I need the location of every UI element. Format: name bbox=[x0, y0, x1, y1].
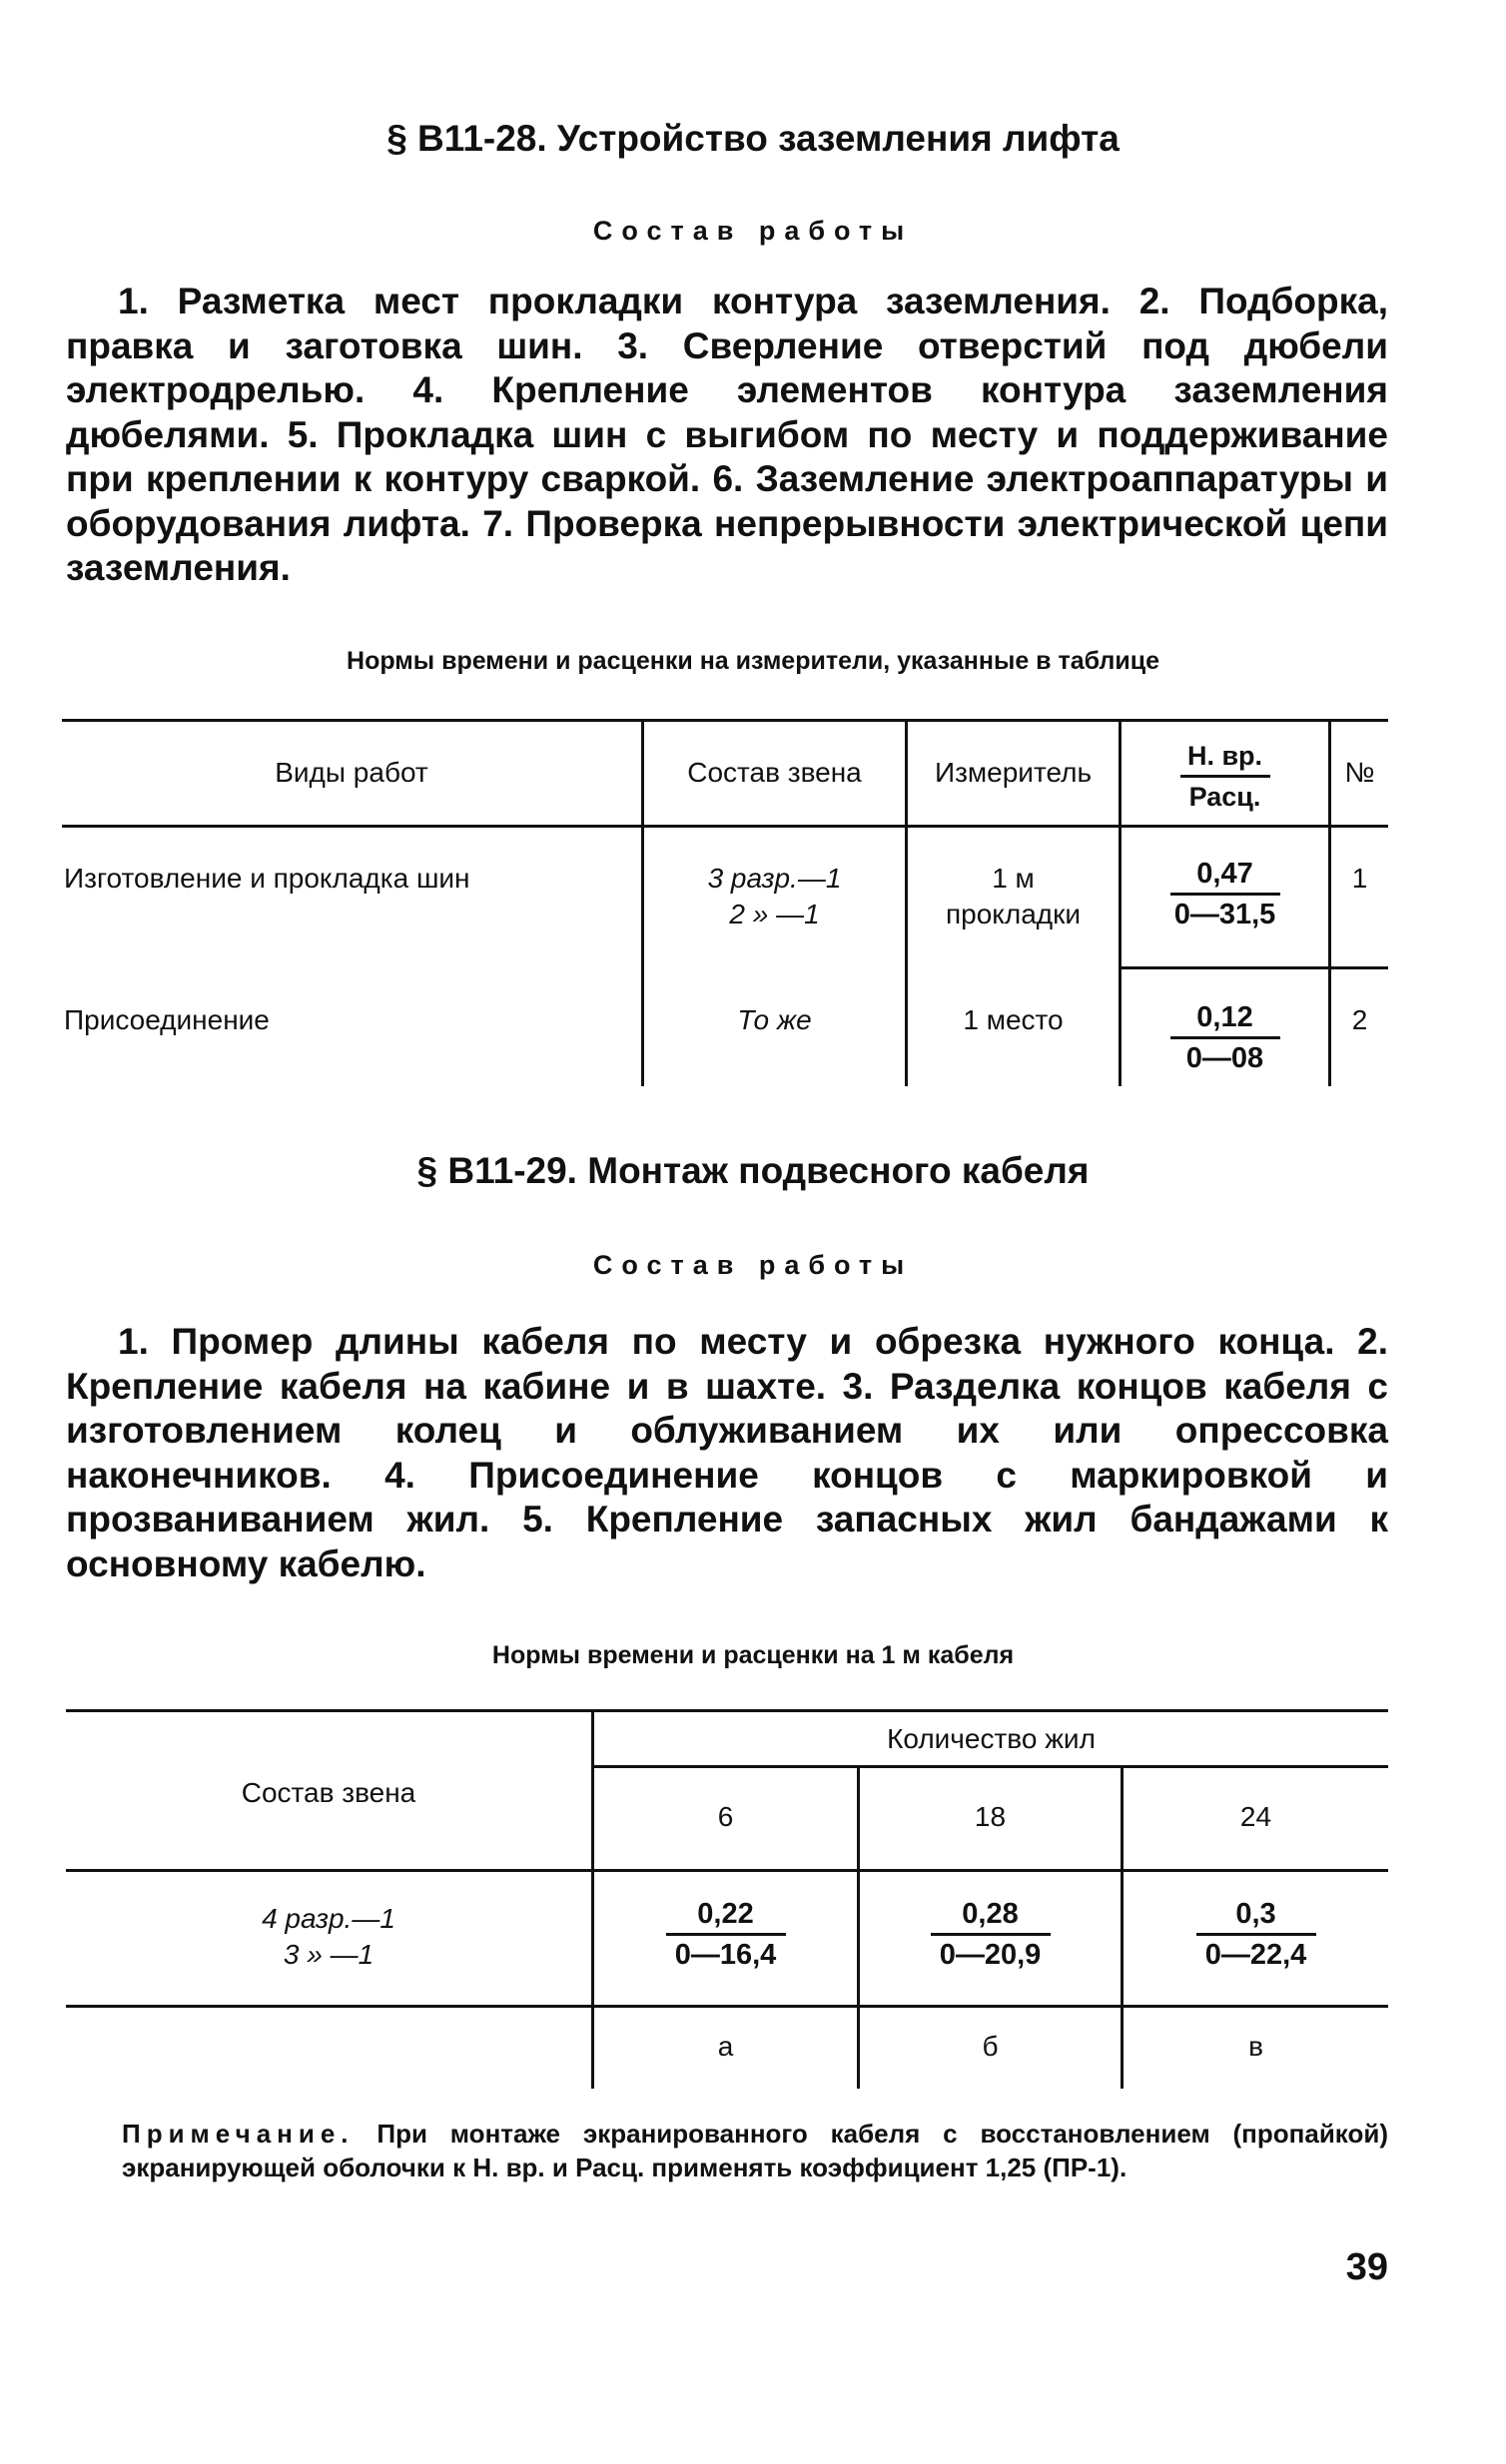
value-6 bbox=[594, 1895, 857, 1974]
price: 0—31,5 bbox=[1173, 899, 1276, 930]
header-norm bbox=[1122, 737, 1328, 816]
header-crew: Состав звена bbox=[241, 1777, 416, 1808]
table-border bbox=[66, 1709, 1388, 1712]
column-6: 6 bbox=[717, 1801, 734, 1832]
column-letter: в bbox=[1248, 2031, 1263, 2062]
row-crew: 3 разр.—1 bbox=[707, 863, 842, 894]
row-crew: 3 » —1 bbox=[283, 1939, 375, 1970]
table-border bbox=[62, 719, 1388, 722]
section-title: § В11-29. Монтаж подвесного кабеля bbox=[416, 1150, 1090, 1191]
row-unit: 1 м bbox=[992, 863, 1035, 894]
header-price: Расц. bbox=[1188, 782, 1261, 812]
norm-time: 0,22 bbox=[697, 1898, 754, 1930]
row-crew: То же bbox=[737, 1004, 812, 1035]
note-label: Примечание. bbox=[122, 2119, 355, 2149]
header-work-type: Виды работ bbox=[275, 757, 428, 788]
work-description: 1. Промер длины кабеля по месту и обрезка нужного конца. 2. Крепление кабеля на кабине и в шахте. 3. Разделка концов кабеля с изготовлением колец и облуживанием их или опрессовка наконечников. 4. Присоединение концов с маркировкой и прозваниванием жил. 5. Крепление запасных жил бандажами к основному кабелю. bbox=[66, 1321, 1388, 1584]
section-title: § В11-28. Устройство заземления лифта bbox=[386, 118, 1120, 159]
row-norm-price bbox=[1122, 998, 1328, 1077]
norm-time: 0,3 bbox=[1235, 1898, 1276, 1930]
header-wire-count: Количество жил bbox=[887, 1723, 1096, 1754]
price: 0—16,4 bbox=[674, 1939, 777, 1971]
section-subtitle: Состав работы bbox=[592, 216, 914, 246]
page-number: 39 bbox=[1345, 2246, 1388, 2288]
column-18: 18 bbox=[974, 1801, 1007, 1832]
row-unit: прокладки bbox=[945, 899, 1081, 929]
price: 0—22,4 bbox=[1204, 1939, 1307, 1971]
column-24: 24 bbox=[1239, 1801, 1272, 1832]
work-description: 1. Разметка мест прокладки контура заземления. 2. Подборка, правка и заготовка шин. 3. Сверление отверстий под дюбели электродрелью. 4. Крепление элементов контура заземления дюбелями. 5. Прокладка шин с выгибом по месту и поддерживание при креплении к контуру сваркой. 6. Заземление электроаппаратуры и оборудования лифта. 7. Проверка непрерывности электрической цепи заземления. bbox=[66, 281, 1388, 588]
row-work-type: Изготовление и прокладка шин bbox=[64, 863, 470, 894]
column-letter: а bbox=[717, 2031, 734, 2062]
norm-time: 0,28 bbox=[962, 1898, 1019, 1930]
price: 0—20,9 bbox=[939, 1939, 1042, 1971]
table-caption: Нормы времени и расценки на измерители, указанные в таблице bbox=[347, 647, 1159, 675]
table-divider bbox=[66, 2005, 1388, 2008]
header-norm-time: Н. вр. bbox=[1186, 741, 1263, 771]
header-number: № bbox=[1344, 757, 1375, 788]
row-crew: 4 разр.—1 bbox=[262, 1903, 395, 1934]
norm-time: 0,47 bbox=[1196, 858, 1253, 890]
row-number: 2 bbox=[1351, 1004, 1368, 1035]
table-divider bbox=[62, 825, 1388, 828]
row-number: 1 bbox=[1351, 863, 1368, 894]
value-18 bbox=[860, 1895, 1121, 1974]
row-norm-price bbox=[1122, 855, 1328, 933]
header-crew: Состав звена bbox=[687, 757, 862, 788]
column-letter: б bbox=[982, 2031, 999, 2062]
section-subtitle: Состав работы bbox=[592, 1250, 914, 1280]
note-text: При монтаже экранированного кабеля с восстановлением (пропайкой) экранирующей оболочки к Н. вр. и Расц. применять коэффициент 1,25 (ПР-1). bbox=[122, 2119, 1388, 2182]
table-divider bbox=[1119, 966, 1388, 969]
table-note bbox=[122, 2117, 1388, 2184]
table-divider bbox=[591, 1765, 1388, 1768]
price: 0—08 bbox=[1185, 1042, 1264, 1074]
norm-time: 0,12 bbox=[1196, 1001, 1253, 1033]
row-unit: 1 место bbox=[963, 1004, 1064, 1035]
row-crew: 2 » —1 bbox=[729, 899, 820, 929]
value-24 bbox=[1124, 1895, 1388, 1974]
table-divider bbox=[66, 1869, 1388, 1872]
header-unit: Измеритель bbox=[934, 757, 1093, 788]
table-caption: Нормы времени и расценки на 1 м кабеля bbox=[491, 1641, 1015, 1669]
row-work-type: Присоединение bbox=[64, 1004, 270, 1035]
